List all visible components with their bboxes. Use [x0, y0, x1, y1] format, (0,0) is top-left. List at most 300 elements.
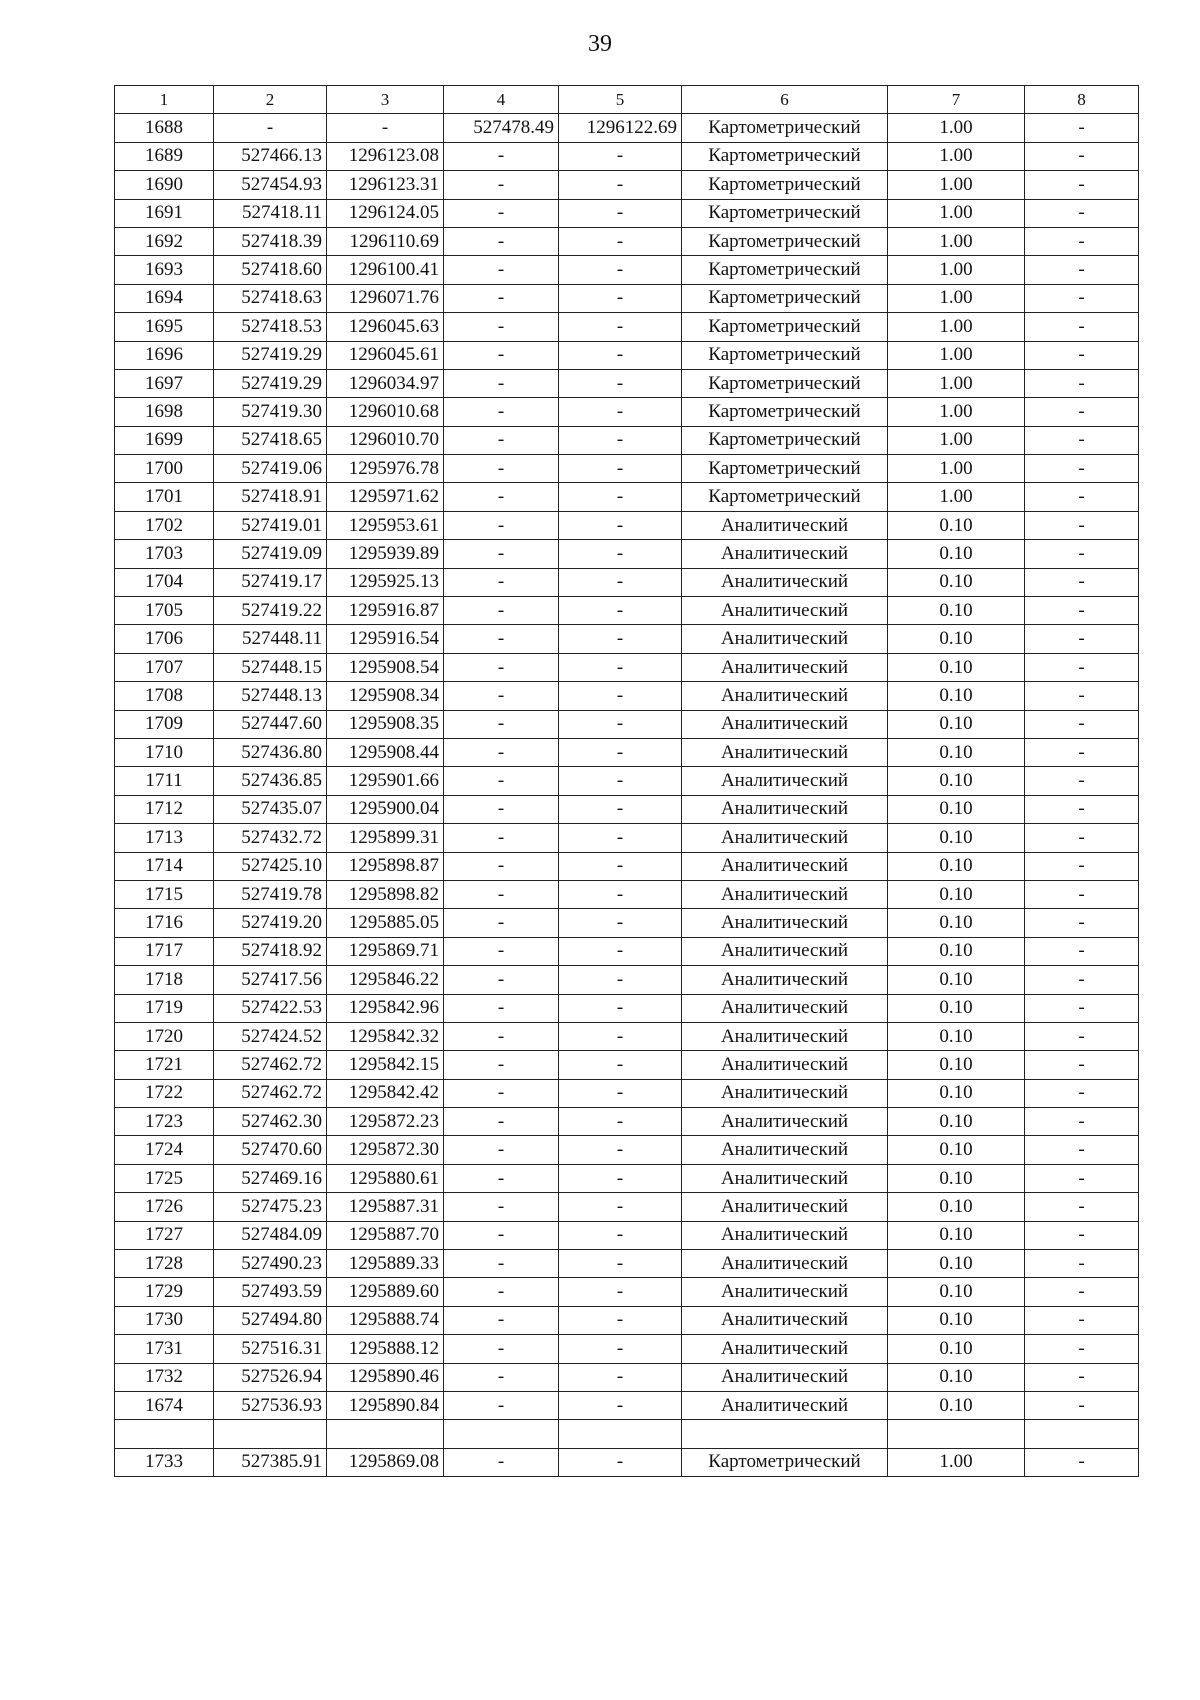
table-header-row: [115, 86, 1139, 114]
table-row: [115, 1391, 1139, 1419]
y-coordinate-alt-cell: -: [559, 767, 682, 795]
y-coordinate-alt-cell: -: [559, 1193, 682, 1221]
x-coordinate-alt-cell: -: [444, 1363, 559, 1391]
y-coordinate-cell: 1296010.68: [327, 398, 444, 426]
table-row: [115, 1051, 1139, 1079]
x-coordinate-alt-cell: -: [444, 824, 559, 852]
note-cell: -: [1025, 1278, 1139, 1306]
y-coordinate-alt-cell: -: [559, 1278, 682, 1306]
x-coordinate-cell: 527462.72: [214, 1051, 327, 1079]
method-cell: Аналитический: [682, 1391, 888, 1419]
y-coordinate-alt-cell: -: [559, 1164, 682, 1192]
y-coordinate-alt-cell: -: [559, 540, 682, 568]
x-coordinate-cell: 527419.01: [214, 511, 327, 539]
y-coordinate-cell: 1295939.89: [327, 540, 444, 568]
table-row: [115, 795, 1139, 823]
y-coordinate-cell: 1296124.05: [327, 199, 444, 227]
method-cell: Аналитический: [682, 1193, 888, 1221]
table-row: [115, 369, 1139, 397]
x-coordinate-alt-cell: -: [444, 1051, 559, 1079]
point-number-cell: 1698: [115, 398, 214, 426]
y-coordinate-alt-cell: -: [559, 227, 682, 255]
x-coordinate-alt-cell: -: [444, 710, 559, 738]
y-coordinate-cell: 1295899.31: [327, 824, 444, 852]
point-number-cell: 1709: [115, 710, 214, 738]
point-number-cell: 1717: [115, 937, 214, 965]
method-cell: Аналитический: [682, 966, 888, 994]
x-coordinate-cell: 527422.53: [214, 994, 327, 1022]
x-coordinate-cell: 527418.60: [214, 256, 327, 284]
table-row: [115, 824, 1139, 852]
x-coordinate-cell: 527436.80: [214, 738, 327, 766]
x-coordinate-alt-cell: -: [444, 199, 559, 227]
table-row: [115, 966, 1139, 994]
x-coordinate-alt-cell: -: [444, 1306, 559, 1334]
point-number-cell: 1719: [115, 994, 214, 1022]
point-number-cell: 1718: [115, 966, 214, 994]
y-coordinate-cell: 1295889.33: [327, 1250, 444, 1278]
note-cell: -: [1025, 795, 1139, 823]
point-number-cell: 1705: [115, 597, 214, 625]
note-cell: -: [1025, 256, 1139, 284]
y-coordinate-alt-cell: -: [559, 1363, 682, 1391]
precision-cell: 0.10: [888, 1164, 1025, 1192]
table-row: [115, 1136, 1139, 1164]
point-number-cell: 1689: [115, 142, 214, 170]
note-cell: -: [1025, 1079, 1139, 1107]
table-row: [115, 511, 1139, 539]
note-cell: -: [1025, 653, 1139, 681]
point-number-cell: 1723: [115, 1108, 214, 1136]
y-coordinate-cell: 1295842.96: [327, 994, 444, 1022]
y-coordinate-alt-cell: -: [559, 199, 682, 227]
x-coordinate-cell: 527484.09: [214, 1221, 327, 1249]
point-number-cell: 1697: [115, 369, 214, 397]
x-coordinate-alt-cell: -: [444, 653, 559, 681]
y-coordinate-alt-cell: -: [559, 710, 682, 738]
method-cell: Аналитический: [682, 1306, 888, 1334]
x-coordinate-cell: 527435.07: [214, 795, 327, 823]
note-cell: -: [1025, 1250, 1139, 1278]
precision-cell: 0.10: [888, 1363, 1025, 1391]
x-coordinate-alt-cell: -: [444, 625, 559, 653]
method-cell: Картометрический: [682, 455, 888, 483]
x-coordinate-cell: 527526.94: [214, 1363, 327, 1391]
y-coordinate-cell: 1295887.70: [327, 1221, 444, 1249]
note-cell: -: [1025, 1391, 1139, 1419]
note-cell: -: [1025, 966, 1139, 994]
y-coordinate-alt-cell: -: [559, 1448, 682, 1476]
table-row: [115, 682, 1139, 710]
table-row: [115, 1306, 1139, 1334]
point-number-cell: 1703: [115, 540, 214, 568]
method-cell: Аналитический: [682, 625, 888, 653]
point-number-cell: 1692: [115, 227, 214, 255]
method-cell: Картометрический: [682, 426, 888, 454]
precision-cell: 0.10: [888, 966, 1025, 994]
table-row: [115, 1221, 1139, 1249]
x-coordinate-cell: -: [214, 114, 327, 142]
table-row: [115, 1164, 1139, 1192]
note-cell: -: [1025, 568, 1139, 596]
x-coordinate-cell: 527454.93: [214, 171, 327, 199]
x-coordinate-cell: 527536.93: [214, 1391, 327, 1419]
x-coordinate-alt-cell: -: [444, 1221, 559, 1249]
x-coordinate-alt-cell: -: [444, 1278, 559, 1306]
note-cell: -: [1025, 426, 1139, 454]
x-coordinate-cell: 527419.20: [214, 909, 327, 937]
table-row: [115, 1193, 1139, 1221]
x-coordinate-cell: 527418.65: [214, 426, 327, 454]
y-coordinate-cell: 1295842.42: [327, 1079, 444, 1107]
x-coordinate-cell: 527462.30: [214, 1108, 327, 1136]
point-number-cell: 1695: [115, 313, 214, 341]
note-cell: -: [1025, 880, 1139, 908]
method-cell: Аналитический: [682, 1250, 888, 1278]
y-coordinate-alt-cell: -: [559, 597, 682, 625]
table-row: [115, 937, 1139, 965]
point-number-cell: 1688: [115, 114, 214, 142]
y-coordinate-alt-cell: -: [559, 1136, 682, 1164]
point-number-cell: 1702: [115, 511, 214, 539]
column-header-6: 6: [682, 86, 888, 114]
x-coordinate-alt-cell: -: [444, 227, 559, 255]
point-number-cell: 1693: [115, 256, 214, 284]
y-coordinate-cell: 1295890.84: [327, 1391, 444, 1419]
y-coordinate-alt-cell: -: [559, 1221, 682, 1249]
precision-cell: 0.10: [888, 909, 1025, 937]
y-coordinate-alt-cell: -: [559, 824, 682, 852]
method-cell: Картометрический: [682, 227, 888, 255]
note-cell: -: [1025, 994, 1139, 1022]
y-coordinate-cell: 1295869.71: [327, 937, 444, 965]
y-coordinate-cell: -: [327, 114, 444, 142]
table-row: [115, 1420, 1139, 1448]
x-coordinate-alt-cell: -: [444, 426, 559, 454]
y-coordinate-cell: 1295908.44: [327, 738, 444, 766]
x-coordinate-cell: 527425.10: [214, 852, 327, 880]
table-row: [115, 568, 1139, 596]
note-cell: -: [1025, 1363, 1139, 1391]
y-coordinate-alt-cell: -: [559, 937, 682, 965]
y-coordinate-alt-cell: -: [559, 369, 682, 397]
x-coordinate-cell: 527490.23: [214, 1250, 327, 1278]
note-cell: -: [1025, 625, 1139, 653]
y-coordinate-alt-cell: -: [559, 313, 682, 341]
method-cell: Аналитический: [682, 880, 888, 908]
x-coordinate-alt-cell: -: [444, 937, 559, 965]
method-cell: Аналитический: [682, 1079, 888, 1107]
note-cell: -: [1025, 483, 1139, 511]
x-coordinate-cell: 527419.29: [214, 369, 327, 397]
y-coordinate-alt-cell: -: [559, 682, 682, 710]
y-coordinate-cell: [327, 1420, 444, 1448]
x-coordinate-alt-cell: -: [444, 483, 559, 511]
note-cell: -: [1025, 1022, 1139, 1050]
x-coordinate-alt-cell: -: [444, 256, 559, 284]
x-coordinate-cell: 527475.23: [214, 1193, 327, 1221]
y-coordinate-cell: 1295908.35: [327, 710, 444, 738]
note-cell: -: [1025, 909, 1139, 937]
x-coordinate-alt-cell: -: [444, 171, 559, 199]
y-coordinate-alt-cell: -: [559, 171, 682, 199]
note-cell: -: [1025, 369, 1139, 397]
x-coordinate-cell: 527419.09: [214, 540, 327, 568]
table-row: [115, 398, 1139, 426]
y-coordinate-alt-cell: -: [559, 1051, 682, 1079]
y-coordinate-cell: 1295908.34: [327, 682, 444, 710]
precision-cell: 0.10: [888, 994, 1025, 1022]
x-coordinate-alt-cell: -: [444, 1250, 559, 1278]
y-coordinate-alt-cell: -: [559, 483, 682, 511]
precision-cell: 1.00: [888, 313, 1025, 341]
note-cell: -: [1025, 171, 1139, 199]
method-cell: Аналитический: [682, 937, 888, 965]
table-row: [115, 483, 1139, 511]
x-coordinate-cell: 527419.06: [214, 455, 327, 483]
table-row: [115, 653, 1139, 681]
y-coordinate-cell: 1296045.63: [327, 313, 444, 341]
note-cell: -: [1025, 114, 1139, 142]
y-coordinate-cell: 1295842.32: [327, 1022, 444, 1050]
point-number-cell: 1728: [115, 1250, 214, 1278]
precision-cell: 0.10: [888, 1051, 1025, 1079]
point-number-cell: 1731: [115, 1335, 214, 1363]
x-coordinate-cell: 527418.39: [214, 227, 327, 255]
note-cell: -: [1025, 1335, 1139, 1363]
table-row: [115, 199, 1139, 227]
x-coordinate-alt-cell: -: [444, 1335, 559, 1363]
table-row: [115, 710, 1139, 738]
y-coordinate-alt-cell: -: [559, 341, 682, 369]
y-coordinate-cell: 1295890.46: [327, 1363, 444, 1391]
x-coordinate-alt-cell: -: [444, 341, 559, 369]
precision-cell: 0.10: [888, 1306, 1025, 1334]
y-coordinate-cell: 1295900.04: [327, 795, 444, 823]
table-body: [115, 86, 1139, 1477]
method-cell: Аналитический: [682, 767, 888, 795]
point-number-cell: 1727: [115, 1221, 214, 1249]
point-number-cell: 1732: [115, 1363, 214, 1391]
y-coordinate-alt-cell: -: [559, 1335, 682, 1363]
x-coordinate-alt-cell: -: [444, 1022, 559, 1050]
x-coordinate-alt-cell: -: [444, 966, 559, 994]
point-number-cell: 1710: [115, 738, 214, 766]
point-number-cell: 1729: [115, 1278, 214, 1306]
point-number-cell: 1720: [115, 1022, 214, 1050]
y-coordinate-alt-cell: -: [559, 738, 682, 766]
precision-cell: 0.10: [888, 1335, 1025, 1363]
point-number-cell: 1704: [115, 568, 214, 596]
x-coordinate-cell: 527419.30: [214, 398, 327, 426]
table-row: [115, 540, 1139, 568]
precision-cell: 0.10: [888, 1108, 1025, 1136]
table-row: [115, 1363, 1139, 1391]
method-cell: Аналитический: [682, 909, 888, 937]
method-cell: Аналитический: [682, 1022, 888, 1050]
precision-cell: 0.10: [888, 1221, 1025, 1249]
x-coordinate-cell: 527385.91: [214, 1448, 327, 1476]
page-number: 39: [588, 31, 612, 57]
x-coordinate-alt-cell: -: [444, 142, 559, 170]
x-coordinate-alt-cell: -: [444, 909, 559, 937]
note-cell: -: [1025, 597, 1139, 625]
x-coordinate-cell: 527448.13: [214, 682, 327, 710]
note-cell: [1025, 1420, 1139, 1448]
point-number-cell: 1701: [115, 483, 214, 511]
x-coordinate-alt-cell: -: [444, 369, 559, 397]
x-coordinate-alt-cell: -: [444, 284, 559, 312]
table-row: [115, 625, 1139, 653]
point-number-cell: 1716: [115, 909, 214, 937]
x-coordinate-cell: 527516.31: [214, 1335, 327, 1363]
note-cell: -: [1025, 284, 1139, 312]
precision-cell: 0.10: [888, 1022, 1025, 1050]
method-cell: Аналитический: [682, 1335, 888, 1363]
y-coordinate-alt-cell: -: [559, 398, 682, 426]
method-cell: Аналитический: [682, 511, 888, 539]
precision-cell: [888, 1420, 1025, 1448]
column-header-2: 2: [214, 86, 327, 114]
method-cell: Картометрический: [682, 142, 888, 170]
precision-cell: 1.00: [888, 1448, 1025, 1476]
precision-cell: 0.10: [888, 653, 1025, 681]
table-row: [115, 313, 1139, 341]
precision-cell: 0.10: [888, 597, 1025, 625]
method-cell: Картометрический: [682, 341, 888, 369]
precision-cell: 1.00: [888, 284, 1025, 312]
x-coordinate-alt-cell: -: [444, 852, 559, 880]
method-cell: Аналитический: [682, 540, 888, 568]
y-coordinate-alt-cell: -: [559, 1079, 682, 1107]
x-coordinate-alt-cell: -: [444, 1164, 559, 1192]
method-cell: Аналитический: [682, 682, 888, 710]
note-cell: -: [1025, 227, 1139, 255]
point-number-cell: 1714: [115, 852, 214, 880]
x-coordinate-alt-cell: -: [444, 313, 559, 341]
method-cell: Картометрический: [682, 171, 888, 199]
y-coordinate-cell: 1295885.05: [327, 909, 444, 937]
x-coordinate-alt-cell: -: [444, 1193, 559, 1221]
precision-cell: 0.10: [888, 880, 1025, 908]
note-cell: -: [1025, 852, 1139, 880]
precision-cell: 1.00: [888, 256, 1025, 284]
y-coordinate-cell: 1295887.31: [327, 1193, 444, 1221]
method-cell: Аналитический: [682, 824, 888, 852]
note-cell: -: [1025, 1164, 1139, 1192]
x-coordinate-alt-cell: -: [444, 568, 559, 596]
note-cell: -: [1025, 1108, 1139, 1136]
x-coordinate-cell: 527419.17: [214, 568, 327, 596]
column-header-3: 3: [327, 86, 444, 114]
point-number-cell: 1713: [115, 824, 214, 852]
note-cell: -: [1025, 738, 1139, 766]
y-coordinate-cell: 1295908.54: [327, 653, 444, 681]
precision-cell: 1.00: [888, 369, 1025, 397]
point-number-cell: 1724: [115, 1136, 214, 1164]
precision-cell: 1.00: [888, 114, 1025, 142]
column-header-7: 7: [888, 86, 1025, 114]
y-coordinate-cell: 1296123.31: [327, 171, 444, 199]
y-coordinate-alt-cell: -: [559, 795, 682, 823]
y-coordinate-cell: 1295971.62: [327, 483, 444, 511]
y-coordinate-cell: 1295976.78: [327, 455, 444, 483]
y-coordinate-alt-cell: -: [559, 426, 682, 454]
y-coordinate-alt-cell: -: [559, 1391, 682, 1419]
table-row: [115, 1079, 1139, 1107]
point-number-cell: 1711: [115, 767, 214, 795]
x-coordinate-alt-cell: -: [444, 1079, 559, 1107]
x-coordinate-alt-cell: -: [444, 398, 559, 426]
x-coordinate-cell: 527418.11: [214, 199, 327, 227]
y-coordinate-alt-cell: -: [559, 455, 682, 483]
method-cell: Аналитический: [682, 738, 888, 766]
x-coordinate-cell: 527470.60: [214, 1136, 327, 1164]
point-number-cell: 1694: [115, 284, 214, 312]
x-coordinate-cell: 527469.16: [214, 1164, 327, 1192]
x-coordinate-cell: 527448.11: [214, 625, 327, 653]
precision-cell: 0.10: [888, 795, 1025, 823]
note-cell: -: [1025, 313, 1139, 341]
y-coordinate-cell: 1295846.22: [327, 966, 444, 994]
table-row: [115, 1022, 1139, 1050]
point-number-cell: 1707: [115, 653, 214, 681]
x-coordinate-cell: 527418.91: [214, 483, 327, 511]
precision-cell: 1.00: [888, 142, 1025, 170]
y-coordinate-alt-cell: -: [559, 966, 682, 994]
point-number-cell: 1733: [115, 1448, 214, 1476]
note-cell: -: [1025, 341, 1139, 369]
method-cell: Картометрический: [682, 256, 888, 284]
x-coordinate-alt-cell: -: [444, 994, 559, 1022]
y-coordinate-cell: 1296110.69: [327, 227, 444, 255]
y-coordinate-cell: 1295869.08: [327, 1448, 444, 1476]
y-coordinate-cell: 1296010.70: [327, 426, 444, 454]
note-cell: -: [1025, 455, 1139, 483]
table-row: [115, 256, 1139, 284]
precision-cell: 0.10: [888, 824, 1025, 852]
x-coordinate-alt-cell: -: [444, 1448, 559, 1476]
table-row: [115, 1108, 1139, 1136]
precision-cell: 1.00: [888, 227, 1025, 255]
x-coordinate-alt-cell: -: [444, 738, 559, 766]
precision-cell: 1.00: [888, 171, 1025, 199]
method-cell: Картометрический: [682, 114, 888, 142]
x-coordinate-alt-cell: -: [444, 767, 559, 795]
method-cell: Аналитический: [682, 568, 888, 596]
coordinates-table: [114, 85, 1139, 1477]
y-coordinate-alt-cell: -: [559, 568, 682, 596]
x-coordinate-cell: 527418.92: [214, 937, 327, 965]
y-coordinate-alt-cell: -: [559, 142, 682, 170]
point-number-cell: 1699: [115, 426, 214, 454]
y-coordinate-cell: 1296100.41: [327, 256, 444, 284]
y-coordinate-cell: 1295872.30: [327, 1136, 444, 1164]
method-cell: Аналитический: [682, 994, 888, 1022]
table-row: [115, 455, 1139, 483]
precision-cell: 0.10: [888, 682, 1025, 710]
method-cell: Аналитический: [682, 1278, 888, 1306]
method-cell: Аналитический: [682, 1221, 888, 1249]
precision-cell: 1.00: [888, 199, 1025, 227]
precision-cell: 0.10: [888, 1278, 1025, 1306]
y-coordinate-alt-cell: -: [559, 284, 682, 312]
table-row: [115, 852, 1139, 880]
x-coordinate-alt-cell: -: [444, 540, 559, 568]
note-cell: -: [1025, 1221, 1139, 1249]
x-coordinate-alt-cell: [444, 1420, 559, 1448]
y-coordinate-cell: 1295901.66: [327, 767, 444, 795]
